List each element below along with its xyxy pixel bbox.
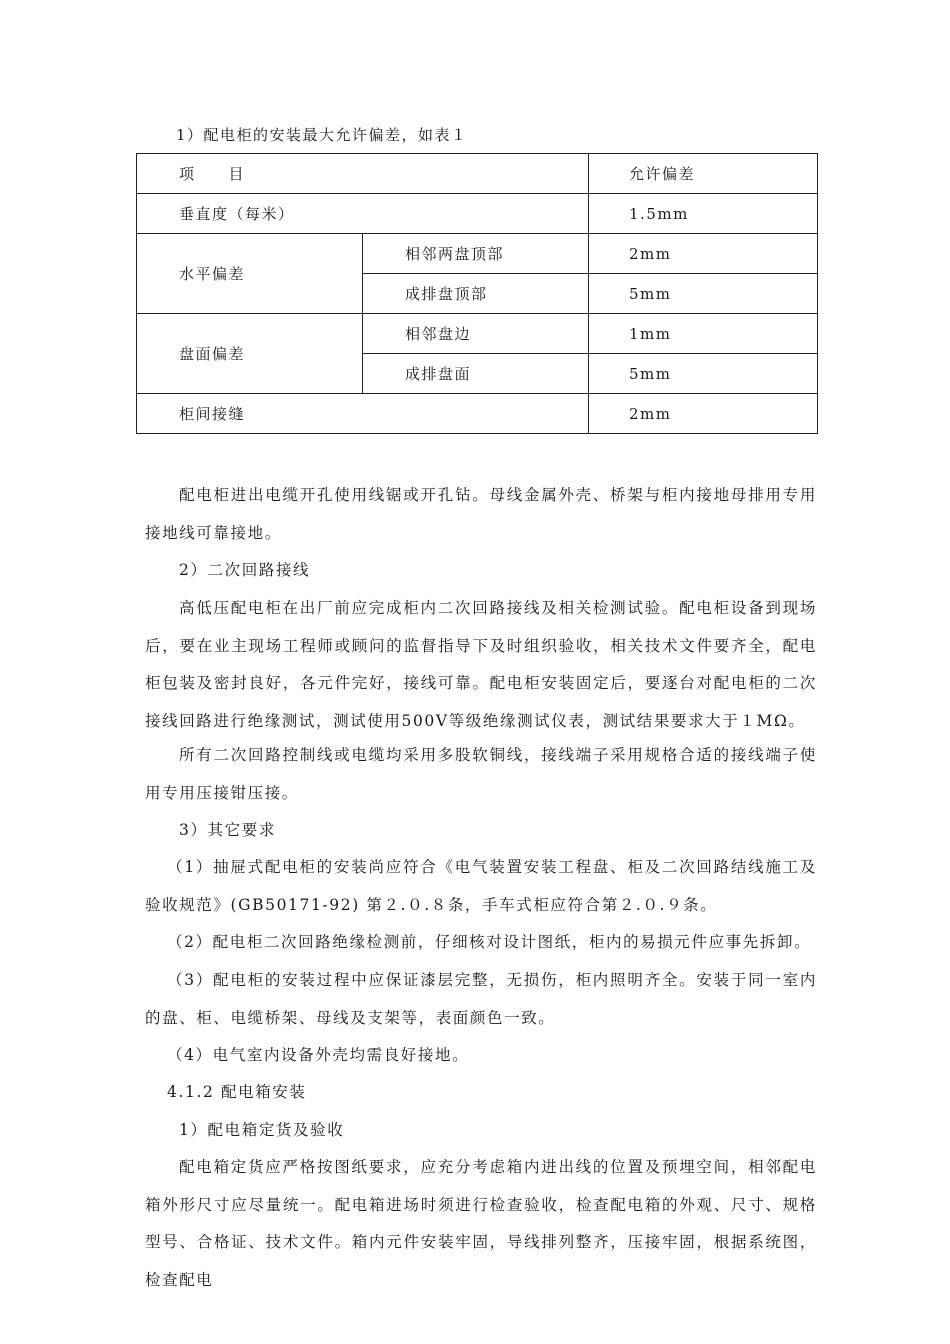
sub-value-surface-2: 5mm <box>589 354 818 394</box>
sub-label-surface-1: 相邻盘边 <box>363 314 589 354</box>
row-value-verticality: 1.5mm <box>589 194 818 234</box>
row-label-joint: 柜间接缝 <box>137 394 589 434</box>
sub-value-horizontal-1: 2mm <box>589 234 818 274</box>
row-label-horizontal: 水平偏差 <box>137 234 363 314</box>
table-row <box>137 394 818 434</box>
heading-secondary-wiring: 2）二次回路接线 <box>179 561 311 579</box>
row-label-verticality: 垂直度（每米） <box>137 194 589 234</box>
paragraph-cable-grounding: 配电柜进出电缆开孔使用线锯或开孔钻。母线金属外壳、桥架与柜内接地母排用专用接地线可靠接地。 <box>145 486 817 542</box>
header-tolerance: 允许偏差 <box>589 154 818 194</box>
table-header-row <box>137 154 818 194</box>
sub-label-horizontal-1: 相邻两盘顶部 <box>363 234 589 274</box>
row-label-surface: 盘面偏差 <box>137 314 363 394</box>
table-row <box>137 314 818 354</box>
paragraph-box-ordering: 配电箱定货应严格按图纸要求，应充分考虑箱内进出线的位置及预埋空间，相邻配电箱外形尺寸应尽量统一。配电箱进场时须进行检查验收，检查配电箱的外观、尺寸、规格型号、合格证、技术文件。箱内元件安装牢固，导线排列整齐，压接牢固，根据系统图，检查配电 <box>145 1158 817 1289</box>
tolerance-table <box>136 153 818 434</box>
sub-value-surface-1: 1mm <box>589 314 818 354</box>
sub-label-horizontal-2: 成排盘顶部 <box>363 274 589 314</box>
paragraph-factory-test: 高低压配电柜在出厂前应完成柜内二次回路接线及相关检测试验。配电柜设备到现场后，要在业主现场工程师或顾问的监督指导下及时组织验收，相关技术文件要齐全，配电柜包装及密封良好，各元件完好，接线可靠。配电柜安装固定后，要逐台对配电柜的二次接线回路进行绝缘测试，测试使用500V等级绝缘测试仪表，测试结果要求大于１MΩ。 <box>145 599 817 730</box>
paragraph-req-4: （4）电气室内设备外壳均需良好接地。 <box>167 1046 470 1064</box>
row-value-joint: 2mm <box>589 394 818 434</box>
paragraph-copper-wire: 所有二次回路控制线或电缆均采用多股软铜线，接线端子采用规格合适的接线端子使用专用压接钳压接。 <box>145 746 817 802</box>
paragraph-req-1: （1）抽屉式配电柜的安装尚应符合《电气装置安装工程盘、柜及二次回路结线施工及验收规范》(GB50171-92) 第２.０.８条，手车式柜应符合第２.０.９条。 <box>145 858 817 914</box>
section-heading-distribution-box: 4.1.2 配电箱安装 <box>167 1083 307 1101</box>
table-row <box>137 194 818 234</box>
heading-box-ordering: 1）配电箱定货及验收 <box>179 1121 345 1139</box>
paragraph-req-3: （3）配电柜的安装过程中应保证漆层完整，无损伤，柜内照明齐全。安装于同一室内的盘、柜、电缆桥架、母线及支架等，表面颜色一致。 <box>145 971 817 1027</box>
sub-label-surface-2: 成排盘面 <box>363 354 589 394</box>
table-row <box>137 234 818 274</box>
table-caption: 1）配电柜的安装最大允许偏差，如表１ <box>176 126 468 144</box>
heading-other-requirements: 3）其它要求 <box>179 821 276 839</box>
paragraph-req-2: （2）配电柜二次回路绝缘检测前，仔细核对设计图纸，柜内的易损元件应事先拆卸。 <box>167 933 812 951</box>
header-item: 项 目 <box>137 154 589 194</box>
sub-value-horizontal-2: 5mm <box>589 274 818 314</box>
